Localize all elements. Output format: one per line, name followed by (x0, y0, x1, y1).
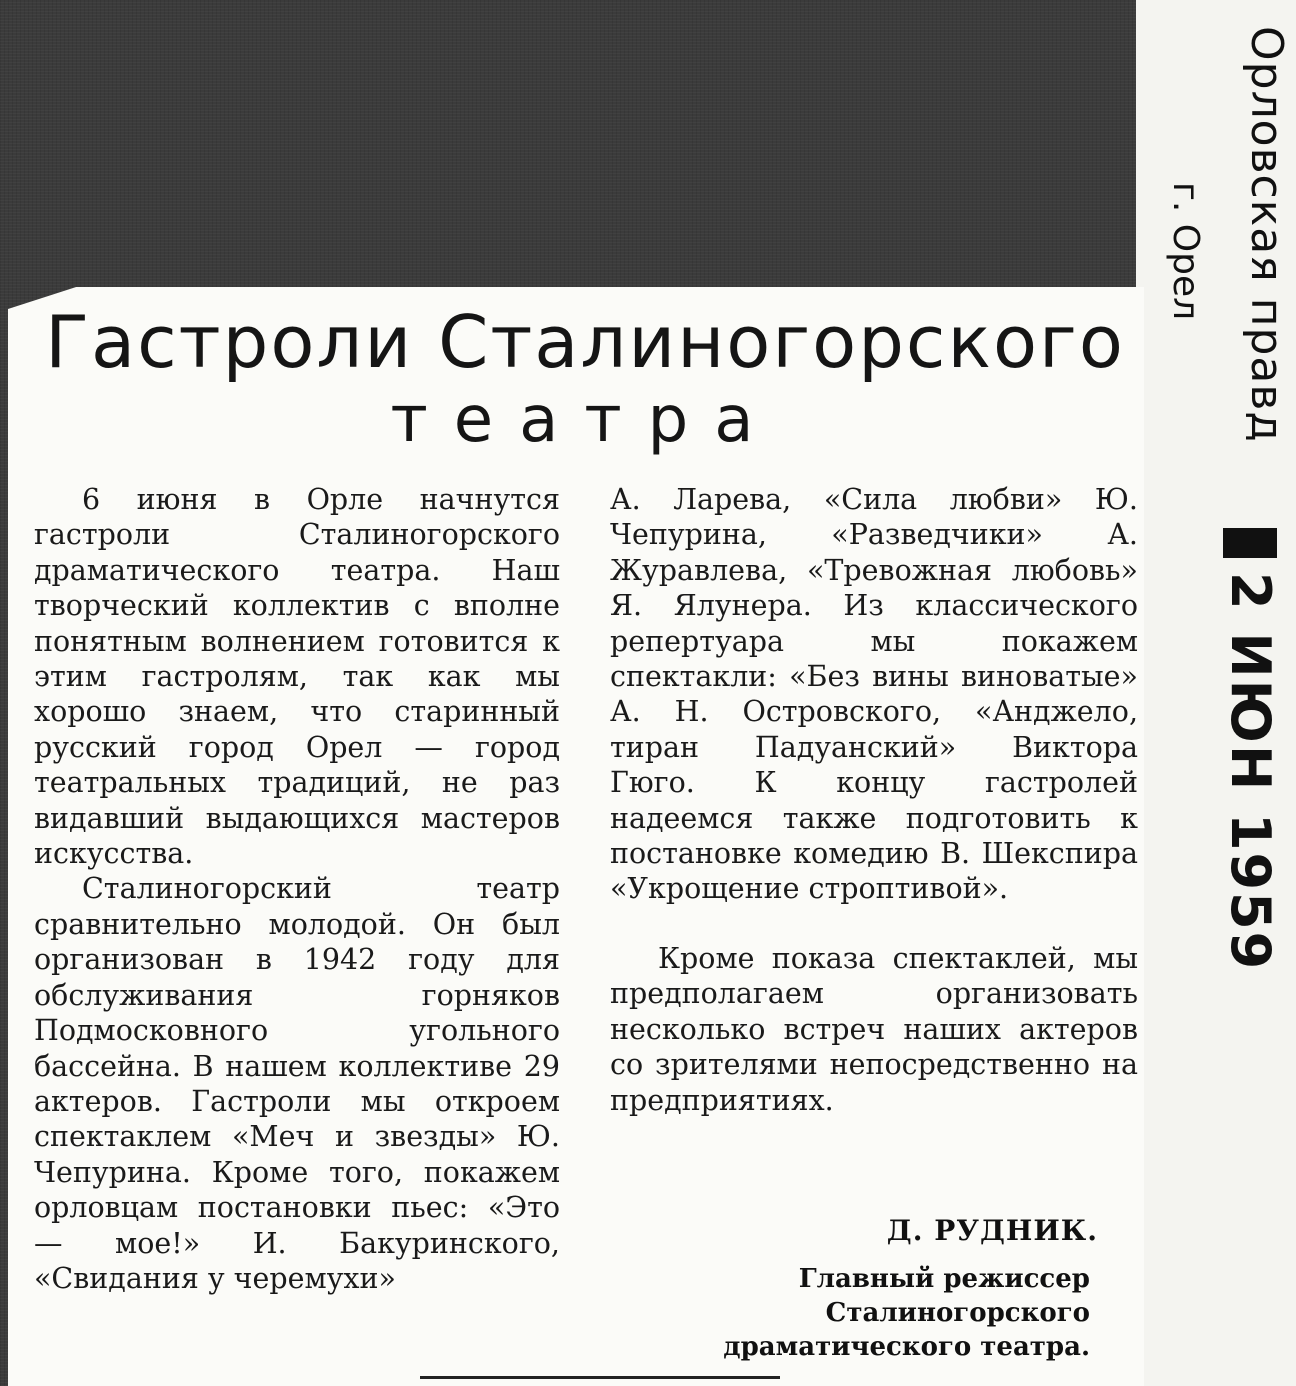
article-title (0, 300, 1170, 456)
article-paragraph: 6 июня в Орле начнутся гастроли Сталиногорского драматического театра. Наш творческий коллектив с вполне понятным волнением готовится к этим гастролям, так как мы хорошо знаем, что старинный русский город Орел — город театральных традиций, не раз видавший выдающихся мастеров искусства. (34, 483, 560, 871)
article-paragraph: Кроме показа спектаклей, мы предполагаем организовать несколько встреч наших актеров со зрителями непосредственно на предприятиях. (610, 941, 1138, 1117)
archive-label (1136, 0, 1296, 1386)
article-paragraph: А. Ларева, «Сила любви» Ю. Чепурина, «Разведчики» А. Журавлева, «Тревожная любовь» Я. Ялунера. Из классического репертуара мы покажем спектакли: «Без вины виноватые» А. Н. Островского, «Анджело, тиран Падуанский» Виктора Гюго. К концу гастролей надеемся также подготовить к постановке комедию В. Шекспира «Укрощение строптивой». (610, 483, 1138, 906)
bottom-rule (420, 1376, 780, 1379)
date-stamp (1219, 528, 1282, 971)
article-author-title: Главный режиссер Сталиногорского драматического театра. (723, 1264, 1090, 1362)
article-author: Д. РУДНИК. (886, 1214, 1098, 1247)
stamp-bar-mark (1224, 528, 1278, 558)
article-title-line1: Гастроли Сталиногорского (45, 300, 1125, 384)
article-column-left (34, 482, 560, 1296)
newspaper-name: Орловская правд (1241, 26, 1292, 443)
article-title-line2: театра (390, 383, 780, 457)
newspaper-city: г. Орел (1165, 182, 1206, 321)
article-paragraph: Сталиногорский театр сравнительно молодой. Он был организован в 1942 году для обслуживания горняков Подмосковного угольного бассейна. В нашем коллективе 29 актеров. Гастроли мы откроем спектаклем «Меч и звезды» Ю. Чепурина. Кроме того, покажем орловцам постановки пьес: «Это — мое!» И. Бакуринского, «Свидания у черемухи» (34, 872, 560, 1295)
article-column-right (610, 482, 1138, 1118)
stamp-date-text: 2 ИЮН 1959 (1219, 572, 1282, 972)
archive-label-rotated (1136, 18, 1296, 1018)
